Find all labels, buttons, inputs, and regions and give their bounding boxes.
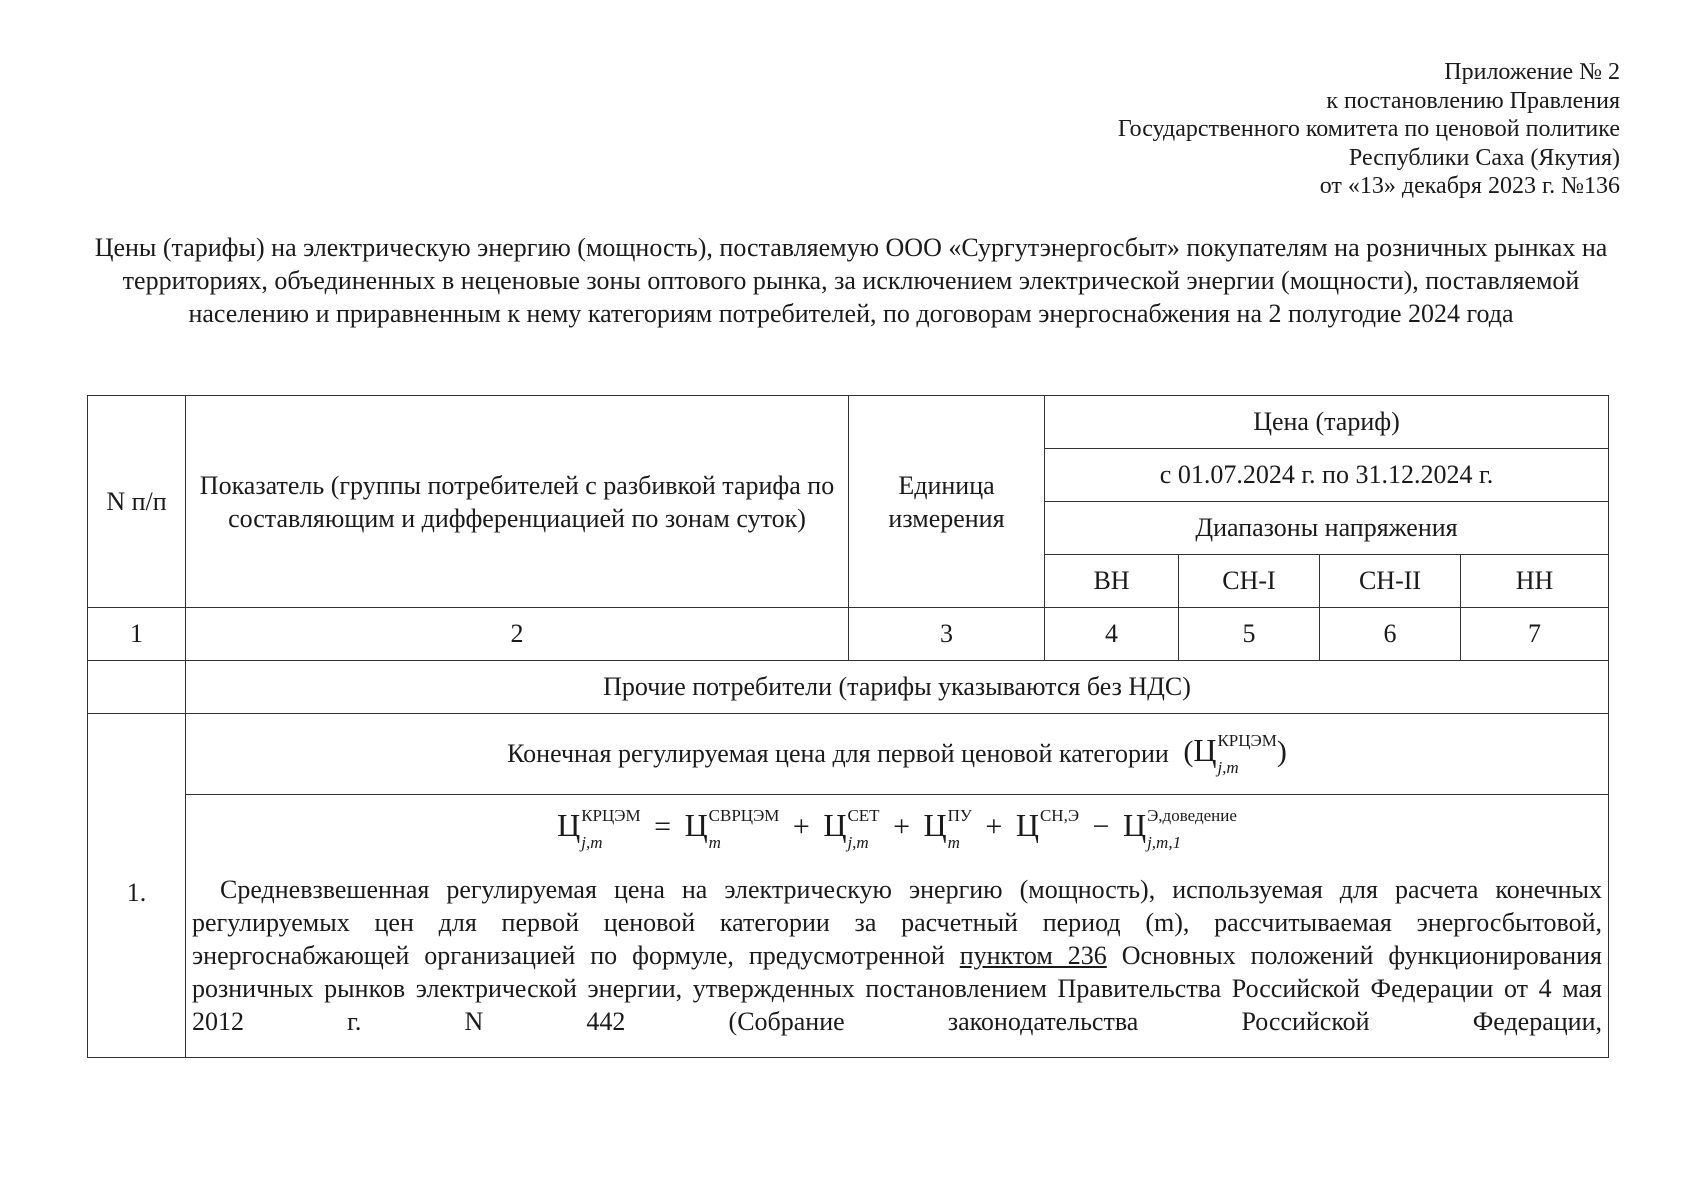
row-1-formula-symbol <box>1183 732 1287 776</box>
formula-sup: КРЦЭМ <box>581 806 641 826</box>
paren-open: ( <box>1183 734 1194 768</box>
t4-supsub <box>1040 807 1079 851</box>
formula-symbol: Ц <box>1193 731 1217 768</box>
t3-supsub <box>948 807 972 851</box>
t2-supsub <box>847 807 879 851</box>
row-1-number: 1. <box>88 714 186 1058</box>
formula-sub: j,m <box>1217 758 1239 778</box>
section-num-empty <box>88 661 186 714</box>
col-header-indicator: Показатель (группы потребителей с разбивкой тарифа по составляющим и дифференциацией по зонам суток) <box>186 396 849 608</box>
paragraph-link[interactable]: пунктом 236 <box>959 941 1107 971</box>
section-title: Прочие потребители (тарифы указываются без НДС) <box>186 661 1609 714</box>
col-number: 6 <box>1320 608 1461 661</box>
appendix-republic: Республики Саха (Якутия) <box>1348 144 1620 171</box>
col-number: 2 <box>186 608 849 661</box>
column-numbers-row <box>88 608 1609 661</box>
t5-supsub <box>1147 807 1237 851</box>
voltage-sn1: СН-I <box>1179 555 1320 608</box>
voltage-ranges-cell: Диапазоны напряжения <box>1045 502 1609 555</box>
row-1 <box>88 714 1609 795</box>
t1-supsub <box>709 807 780 851</box>
formula-plus: + <box>893 810 910 843</box>
formula-sup: СЕТ <box>847 806 880 826</box>
formula-symbol: Ц <box>823 807 847 843</box>
formula-sup: СН,Э <box>1039 806 1080 826</box>
formula-symbol: Ц <box>557 807 581 843</box>
formula-sub: j,m <box>847 833 869 853</box>
row-1-body-cell <box>186 795 1609 1058</box>
appendix-number: Приложение № 2 <box>1444 59 1620 85</box>
formula-equals: = <box>654 810 672 843</box>
formula-symbol: Ц <box>684 807 708 843</box>
row-1-title-cell <box>186 714 1609 795</box>
col-number: 5 <box>1179 608 1320 661</box>
col-header-price: Цена (тариф) <box>1045 396 1609 449</box>
appendix-resolution: к постановлению Правления <box>1326 87 1620 114</box>
formula-sup: Э,доведение <box>1147 806 1237 826</box>
formula-sub: m <box>708 833 721 853</box>
row-1-body <box>88 795 1609 1058</box>
formula-sup: КРЦЭМ <box>1217 731 1277 751</box>
formula-sup: ПУ <box>947 806 972 826</box>
appendix-header <box>1118 58 1620 201</box>
col-header-num: N п/п <box>88 396 186 608</box>
price-formula <box>186 795 1608 851</box>
col-number: 4 <box>1045 608 1179 661</box>
formula-plus: + <box>792 810 810 843</box>
voltage-vn: ВН <box>1045 555 1179 608</box>
formula-sub <box>1040 834 1079 851</box>
explanation-paragraph <box>186 851 1608 1038</box>
paragraph-text: Основных положений функционирования розничных рынков электрической энергии, утвержденных постановлением Правительства Российской Федерации от 4 мая 2012 г. N 442 (Собрание законодательства Российской Федерации, <box>192 941 1602 1037</box>
formula-symbol: Ц <box>1122 807 1147 843</box>
row-1-title: Конечная регулируемая цена для первой ценовой категории <box>507 739 1169 768</box>
formula-minus: − <box>1092 810 1110 843</box>
col-number: 3 <box>849 608 1045 661</box>
row-1-supsub <box>1217 732 1276 776</box>
formula-symbol: Ц <box>1015 807 1039 843</box>
paragraph-text: Средневзвешенная регулируемая цена на электрическую энергию (мощность), используемая для расчета конечных регулируемых цен для первой ценовой категории за расчетный период (m), рассчитываемая энергосбытовой, энергоснабжающей организацией по формуле, предусмотренной <box>192 875 1602 971</box>
section-row <box>88 661 1609 714</box>
paren-close: ) <box>1276 734 1287 768</box>
period-cell: с 01.07.2024 г. по 31.12.2024 г. <box>1045 449 1609 502</box>
col-header-unit: Единица измерения <box>849 396 1045 608</box>
col-number: 7 <box>1461 608 1609 661</box>
formula-symbol: Ц <box>923 807 947 843</box>
lhs-supsub <box>581 807 640 851</box>
voltage-nn: НН <box>1461 555 1609 608</box>
voltage-sn2: СН-II <box>1320 555 1461 608</box>
header-row-1 <box>88 396 1609 449</box>
formula-plus: + <box>985 810 1003 843</box>
appendix-date: от «13» декабря 2023 г. №136 <box>1319 173 1620 199</box>
formula-sub: j,m <box>581 833 603 853</box>
document-title: Цены (тарифы) на электрическую энергию (мощность), поставляемую ООО «Сургутэнергосбыт» покупателям на розничных рынках на территориях, объединенных в неценовые зоны оптового рынка, за исключением электрической энергии (мощности), поставляемой населению и приравненным к нему категориям потребителей, по договорам энергоснабжения на 2 полугодие 2024 года <box>94 233 1608 328</box>
formula-sub: m <box>947 833 960 853</box>
tariff-table <box>87 395 1609 1058</box>
formula-sup: СВРЦЭМ <box>708 806 780 826</box>
col-number: 1 <box>88 608 186 661</box>
formula-sub: j,m,1 <box>1147 833 1182 853</box>
appendix-committee: Государственного комитета по ценовой политике <box>1117 116 1620 142</box>
